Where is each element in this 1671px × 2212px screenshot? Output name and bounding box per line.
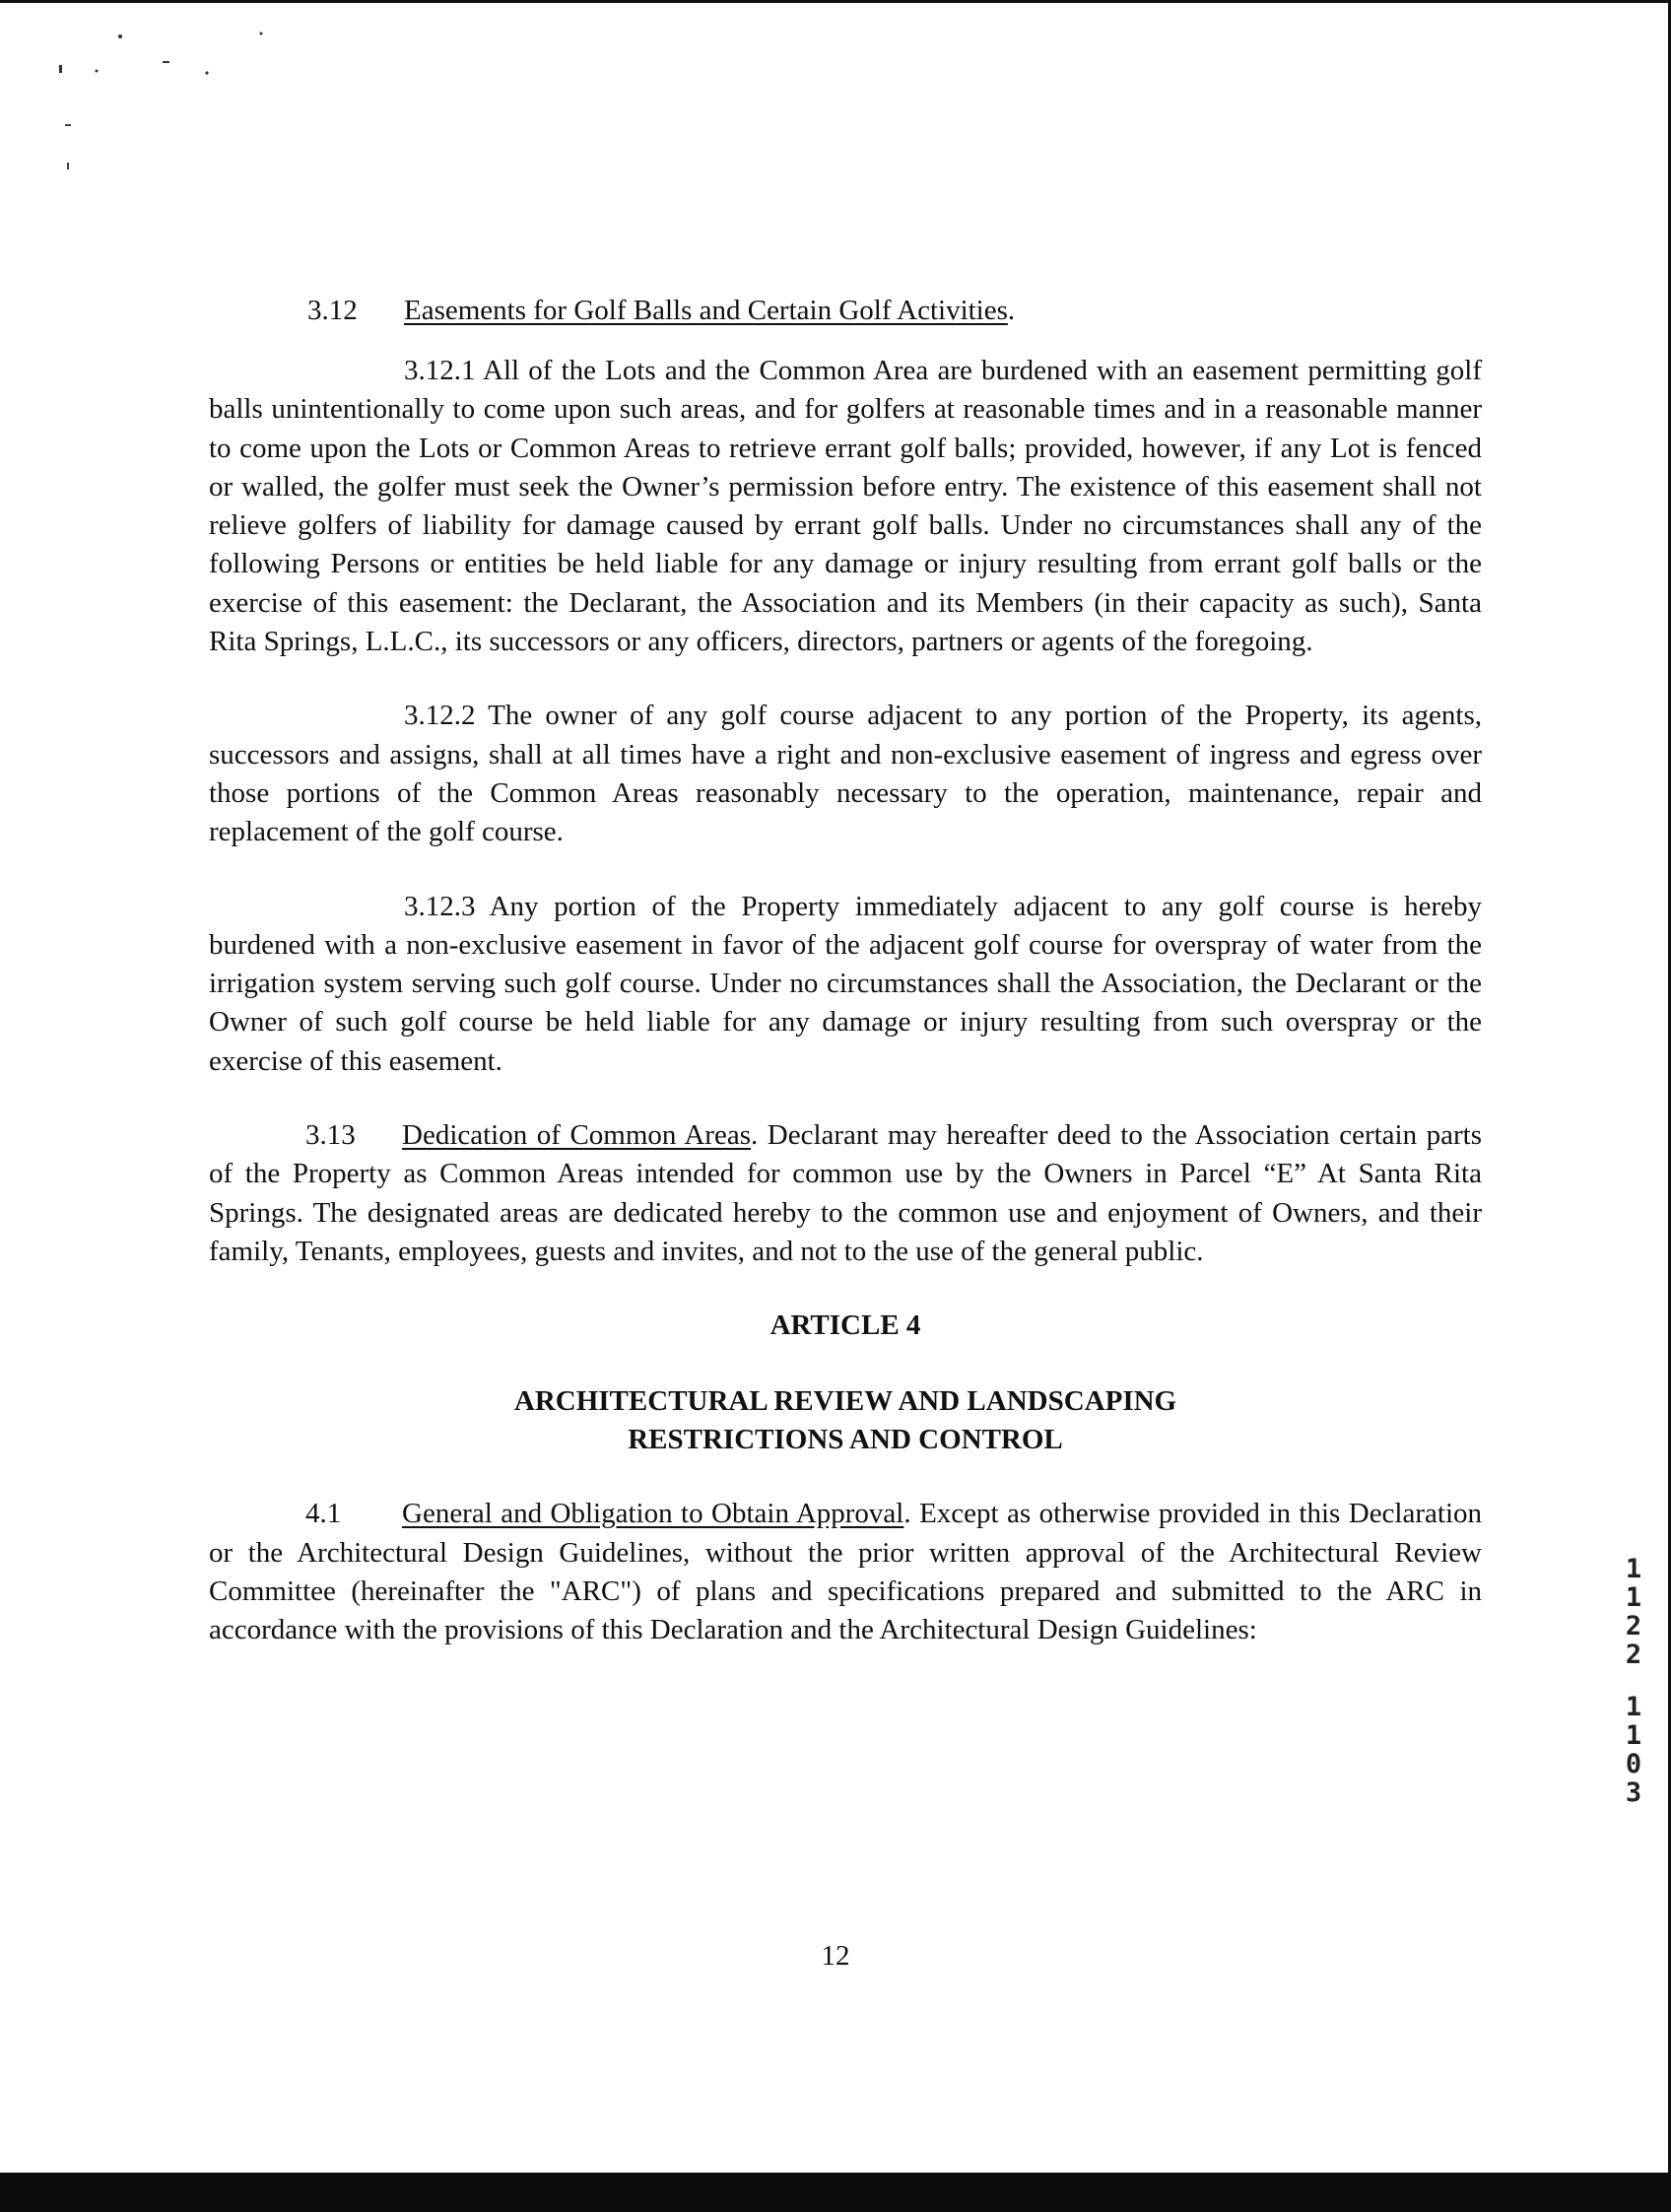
section-number: 3.12 — [307, 295, 358, 326]
stamp-digit: 2 — [1625, 1611, 1642, 1642]
article-title-line-1: ARCHITECTURAL REVIEW AND LANDSCAPING — [513, 1385, 1177, 1418]
article-label: ARTICLE 4 — [769, 1309, 921, 1342]
stamp-line-2 — [1614, 1693, 1653, 1807]
scan-border-bottom — [0, 2173, 1671, 2212]
paragraph-3-13 — [209, 1116, 1482, 1271]
paragraph-3-12-1 — [209, 352, 1482, 661]
scan-specks — [0, 0, 296, 197]
stamp-digit: 3 — [1625, 1777, 1642, 1808]
paragraph-text: 3.12.2 The owner of any golf course adjacent to any portion of the Property, its agents, successors and assigns, shall at all times have a right and non-exclusive easement of ingress and egress over those portions of the Common Areas reasonably necessary to the operation, maintenance, repair and replacement of the golf course. — [209, 700, 1482, 848]
section-number: 3.13 — [305, 1119, 356, 1152]
page-number: 12 — [821, 1940, 850, 1972]
section-title: Dedication of Common Areas — [402, 1119, 751, 1152]
paragraph-3-12-2 — [209, 697, 1482, 851]
article-title-line-2: RESTRICTIONS AND CONTROL — [628, 1424, 1063, 1456]
stamp-digit: 2 — [1625, 1640, 1642, 1670]
stamp-digit: 1 — [1625, 1554, 1642, 1584]
document-body — [209, 292, 1482, 1649]
paragraph-text: 3.12.1 All of the Lots and the Common Area are burdened with an easement permitting golf balls unintentionally to come upon such areas, and for golfers at reasonable times and in a reasonable manner to come upon the Lots or Common Areas to retrieve errant golf balls; provided, however, if any Lot is fenced or walled, the golfer must seek the Owner’s permission before entry. The existence of this easement shall not relieve golfers of liability for damage caused by errant golf balls. Under no circumstances shall any of the following Persons or entities be held liable for any damage or injury resulting from errant golf balls or the exercise of this easement: the Declarant, the Association and its Members (in their capacity as such), Santa Rita Springs, L.L.C., its successors or any officers, directors, partners or agents of the foregoing. — [209, 355, 1482, 658]
stamp-line-1 — [1614, 1555, 1653, 1669]
stamp-digit: 0 — [1625, 1749, 1642, 1779]
stamp-digit: 1 — [1625, 1582, 1642, 1613]
stamp-digit: 1 — [1625, 1720, 1642, 1751]
paragraph-4-1 — [209, 1495, 1482, 1649]
paragraph-text: . Except as otherwise provided in this Declaration or the Architectural Design Guidelines, without the prior written approval of the Architectural Review Committee (hereinafter the "ARC") of plans and specifications prepared and submitted to the ARC in accordance with the provisions of this Declaration and the Architectural Design Guidelines: — [209, 1498, 1483, 1646]
paragraph-text: . Declarant may hereafter deed to the Association certain parts of the Property as Common Areas intended for common use by the Owners in Parcel “E” At Santa Rita Springs. The designated areas are dedicated hereby to the common use and enjoyment of Owners, and their family, Tenants, employees, guests and invites, and not to the use of the general public. — [209, 1119, 1482, 1267]
stamp-digit: 1 — [1625, 1692, 1642, 1722]
section-title: Easements for Golf Balls and Certain Golf Activities — [404, 295, 1008, 326]
recording-stamp — [1614, 1555, 1653, 1807]
section-title: General and Obligation to Obtain Approval — [402, 1498, 904, 1530]
paragraph-text: 3.12.3 Any portion of the Property immediately adjacent to any golf course is hereby burdened with a non-exclusive easement in favor of the adjacent golf course for overspray of water from the irrigation system serving such golf course. Under no circumstances shall the Association, the Declarant or the Owner of such golf course be held liable for any damage or injury resulting from such overspray or the exercise of this easement. — [209, 890, 1482, 1077]
section-3-12-heading — [307, 292, 1482, 330]
section-title-period: . — [1007, 295, 1016, 326]
paragraph-3-12-3 — [209, 888, 1482, 1081]
section-number: 4.1 — [305, 1498, 342, 1530]
